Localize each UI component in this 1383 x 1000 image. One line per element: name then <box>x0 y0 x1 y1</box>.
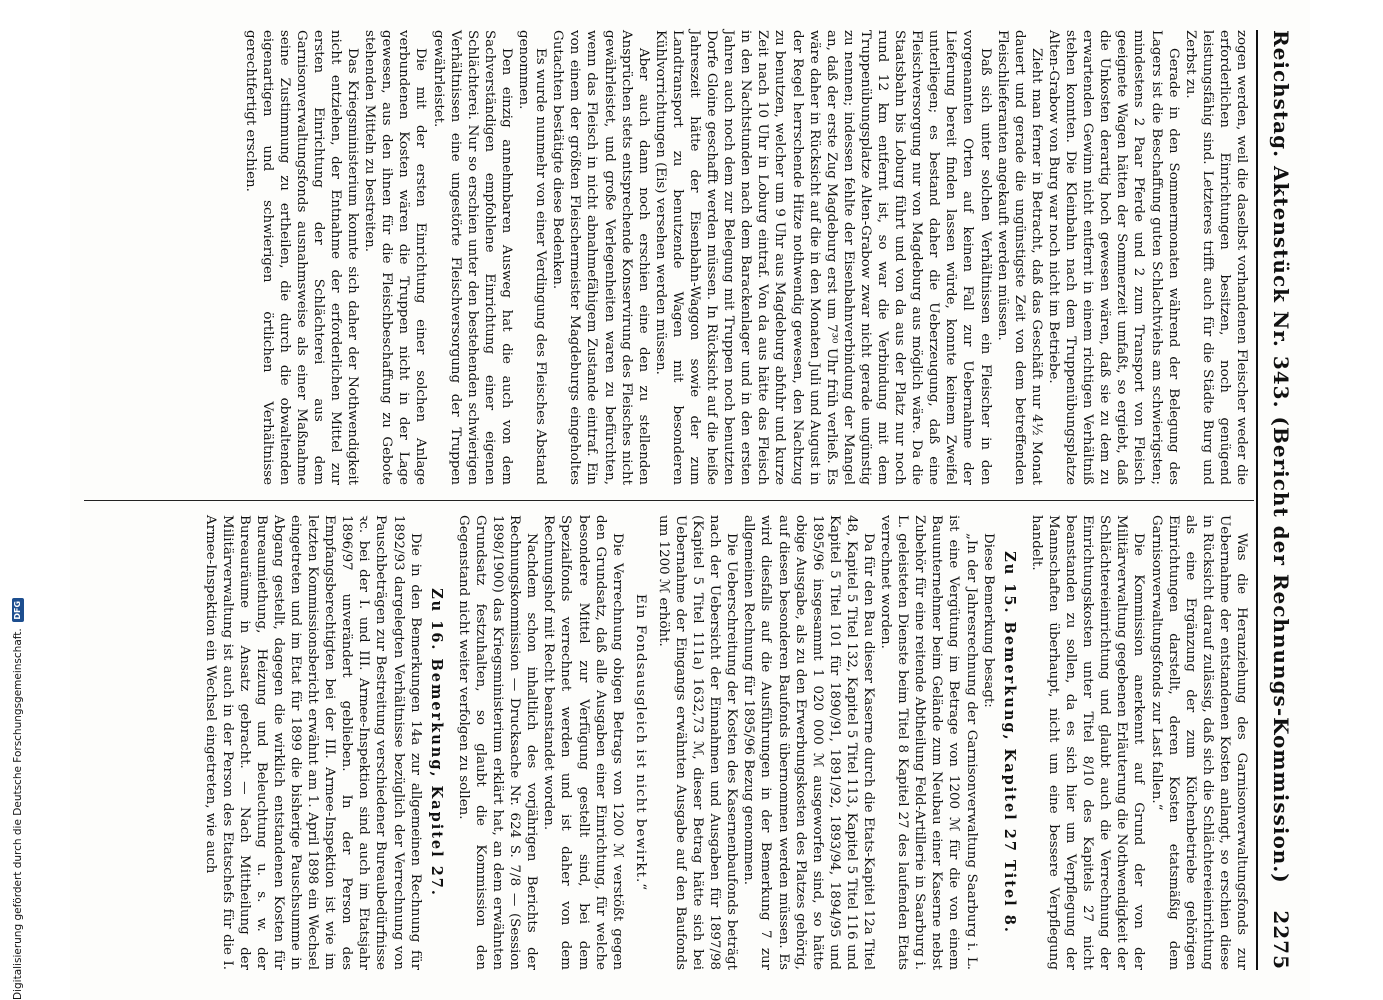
paragraph: Zieht man ferner in Betracht, daß das Geschäft nur 4½ Monat dauert und gerade die ungünstigste Zeit von dem betreffenden Fleischlieferanten angekauft werden müssen. <box>994 30 1044 485</box>
column-divider <box>84 500 1254 501</box>
paragraph: zogen werden, weil die daselbst vorhandenen Fleischer weder die erforderlichen Einrichtungen besitzen, noch genügend leistungsfähig sind. Letzteres trifft auch für die Städte Burg und Zerbst zu. <box>1182 30 1249 485</box>
right-column <box>201 515 1250 970</box>
document-page <box>70 0 1310 1000</box>
section-heading-15: Zu 15. Bemerkung, Kapitel 27 Titel 8. <box>1000 551 1018 934</box>
header-rule <box>1256 30 1258 970</box>
dfg-logo-icon: DFG <box>12 598 24 622</box>
header-title: Reichstag. Aktenstück Nr. 343. (Bericht der Rechnungs-Kommission.) <box>1269 30 1293 884</box>
paragraph: Was die Heranziehung des Garnisonverwaltungsfonds zur Uebernahme der entstandenen Kosten anlangt, so erschien diese in Rücksicht darauf zulässig, daß sich die Schlächtereieinrichtung als eine Ergänzung der zum Küchenbetriebe gehörigen Einrichtungen darstellt, deren Kosten etatsmäßig dem Garnisonverwaltungsfonds zur Last fallen.“ <box>1148 515 1249 970</box>
paragraph: „In der Jahresrechnung der Garnisonverwaltung Saarburg i. L. ist eine Vergütung im Betrage von 1200 ℳ für die von einem Bauunternehmer beim Gelände zum Neubau einer Kaserne nebst Zubehör für eine reitende Abtheilung Feld-Artillerie in Saarburg i. L. geleisteten Dienste beim Titel 8 Kapitel 27 des laufenden Etats verrechnet worden. <box>878 515 979 970</box>
paragraph: Die mit der ersten Einrichtung einer solchen Anlage verbundenen Kosten wären die Truppen nicht in der Lage gewesen, aus den ihnen für die Fleischbeschaffung zu Gebote stehenden Mitteln zu bestreiten. <box>362 30 429 485</box>
paragraph: Die in den Bemerkungen 14a zur allgemeinen Rechnung für 1892/93 dargelegten Verhältnisse bezüglich der Verrechnung von Pauschbeträgen zur Bestreitung verschiedener Bureaubedürfnisse ꝛc. bei der I. und III. Armee-Inspektion sind auch im Etatsjahr 1896/97 unverändert geblieben. In der Person des Empfangsberechtigten bei der III. Armee-Inspektion ist wie im letzten Kommissionsbericht erwähnt am 1. April 1898 ein Wechsel eingetreten und im Etat für 1899 die bisherige Pauschsumme in Abgang gestellt, dagegen die wirklich entstandenen Kosten für Bureaumiethung, Heizung und Beleuchtung u. s. w. der Bureauräume in Ansatz gebracht. — Nach Mittheilung der Militärverwaltung ist auch in der Person des Etatschefs für die I. Armee-Inspektion ein Wechsel eingetreten, wie auch <box>202 515 423 970</box>
paragraph: Da für den Bau dieser Kaserne durch die Etats-Kapitel 12a Titel 48, Kapitel 5 Titel 132, Kapitel 5 Titel 113, Kapitel 5 Titel 116 und Kapitel 5 Titel 101 für 1890/91, 1891/92, 1893/94, 1894/95 und 1895/96 insgesammt 1 020 000 ℳ ausgeworfen sind, so hätte obige Ausgabe, als zu den Erwerbungskosten des Platzes gehörig, auf diesen besonderen Baufonds übernommen werden müssen. Es wird diesfalls auf die Ausführungen in der Bemerkung 7 zur allgemeinen Rechnung für 1895/96 Bezug genommen. <box>741 515 877 970</box>
paragraph: Die Ueberschreitung der Kosten des Kasernenbaufonds beträgt nach der Uebersicht der Einnahmen und Ausgaben für 1897/98 (Kapitel 5 Titel 111a) 1632,73 ℳ, dieser Betrag hätte sich bei Uebernahme der Eingangs erwähnten Ausgabe auf den Baufonds um 1200 ℳ erhöht. <box>655 515 740 970</box>
paragraph: Aber auch dann noch erschien eine den zu stellenden Ansprüchen stets entsprechende Konservirung des Fleisches nicht gewährleistet, und große Verlegenheiten waren zu befürchten, wenn das Fleisch in nicht abnahmefähigem Zustande eintraf. Ein von einem der größten Fleischermeister Magdeburgs eingeholtes Gutachten bestätigte diese Bedenken. <box>550 30 651 485</box>
page-header <box>1264 30 1298 970</box>
left-column <box>241 30 1250 485</box>
paragraph: Das Kriegsministerium konnte sich daher der Nothwendigkeit nicht entziehen, der Entnahme der erforderlichen Mittel zur ersten Einrichtung der Schlächterei aus dem Garnisonverwaltungsfonds ausnahmsweise als einer Maßnahme seine Zustimmung zu ertheilen, die durch die obwaltenden eigenartigen und schwierigen örtlichen Verhältnisse gerechtfertigt erschien. <box>242 30 361 485</box>
paragraph: Diese Bemerkung besagt: <box>980 533 996 708</box>
paragraph: Die Kommission anerkennt auf Grund der von der Militärverwaltung gegebenen Erläuterung die Nothwendigkeit der Schlächtereieinrichtung und glaubt auch die Verrechnung der Einrichtungskosten unter Titel 8/10 des Kapitels 27 nicht beanstanden zu sollen, da es sich hier um Verpflegung der Mannschaften überhaupt, nicht um eine bessere Verpflegung handelt. <box>1028 515 1147 970</box>
credit-text: Digitalisierung gefördert durch die Deutsche Forschungsgemeinschaft. <box>12 628 24 1000</box>
paragraph: Es wurde nunmehr von einer Verdingung des Fleisches Abstand genommen. <box>516 30 549 485</box>
page-number: 2275 <box>1269 910 1293 970</box>
paragraph: Den einzig annehmbaren Ausweg hat die auch von dem Sachverständigen empfohlene Einrichtung einer eigenen Schlächterei. Nur so erschien unter den bestehenden schwierigen Verhältnissen eine ungestörte Fleischversorgung der Truppen gewährleistet. <box>430 30 514 485</box>
digitization-credit <box>12 598 24 1000</box>
paragraph: Nachdem schon inhaltlich des vorjährigen Berichts der Rechnungskommission — Drucksache Nr. 624 S. 7/8 — (Session 1898/1900) das Kriegsministerium erklärt hat, an dem erwähnten Grundsatz festzuhalten, so glaubt die Kommission den Gegenstand nicht weiter verfolgen zu sollen. <box>455 515 540 970</box>
paragraph: Ein Fondsausgleich ist nicht bewirkt.“ <box>632 593 648 892</box>
section-heading-16: Zu 16. Bemerkung, Kapitel 27. <box>427 588 445 897</box>
paragraph: Gerade in den Sommermonaten während der Belegung des Lagers ist die Beschaffung guten Schlachtviehs am schwierigsten; mindestens 2 Paar Pferde und 2 zum Transport von Fleisch geeignete Wagen hätten der Sommerzeit umfaßt, so ergiebt, daß die Unkosten derartig hoch gewesen wären, daß sie zu dem zu erwartenden Gewinn nicht entfernt in einem richtigen Verhältniß stehen konnten. Die Kleinbahn nach dem Truppenübungsplatze Alten-Grabow von Burg war noch nicht im Betriebe. <box>1045 30 1181 485</box>
paragraph: Daß sich unter solchen Verhältnissen ein Fleischer in den vorgenannten Orten auf keinen Fall zur Uebernahme der Lieferung bereit finden lassen würde, konnte keinem Zweifel unterliegen; es bestand daher die Ueberzeugung, daß eine Fleischversorgung nur von Magdeburg aus möglich wäre. Da die Staatsbahn bis Loburg führt und von da aus der Platz nur noch rund 12 km entfernt ist, so war die Verbindung mit dem Truppenübungsplatze Alten-Grabow zwar nicht gerade ungünstig zu nennen; indessen fehlte der Eisenbahnverbindung der Mangel an, daß der erste Zug Magdeburg erst um 7³⁰ Uhr früh verließ. Es wäre daher in Rücksicht auf die in den Monaten Juli und August in der Regel herrschende Hitze nothwendig gewesen, den Nachtzug zu benutzen, welcher um 9 Uhr aus Magdeburg abfuhr und kurze Zeit nach 10 Uhr in Loburg eintraf. Von da aus hätte das Fleisch in den Nachtstunden nach dem Barackenlager und in den ersten Jahren auch noch dem zur Belegung mit Truppen noch benutzten Dorfe Gloine geschafft werden müssen. In Rücksicht auf die heiße Jahreszeit hätte der Eisenbahn-Waggon sowie der zum Landtransport zu benutzende Wagen mit besonderen Kühlvorrichtungen (Eis) versehen werden müssen. <box>652 30 993 485</box>
paragraph: Die Verrechnung obigen Betrags von 1200 ℳ verstößt gegen den Grundsatz, daß alle Ausgaben einer Einrichtung, für welche besondere Mittel zur Verfügung gestellt sind, bei dem Spezialfonds verrechnet werden und ist daher von dem Rechnungshof mit Recht beanstandet worden. <box>541 515 625 970</box>
